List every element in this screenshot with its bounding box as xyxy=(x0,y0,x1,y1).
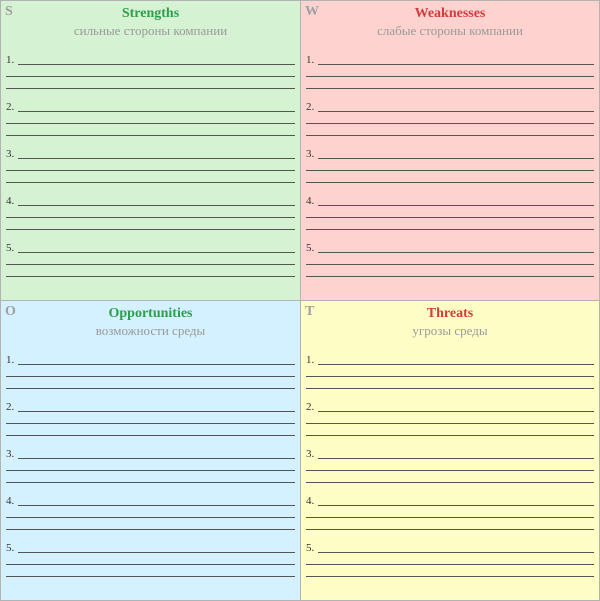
writing-line[interactable] xyxy=(6,388,295,389)
item-number: 1. xyxy=(6,354,15,366)
list-item[interactable] xyxy=(306,195,594,241)
writing-line[interactable] xyxy=(306,564,594,565)
quadrant-letter: O xyxy=(5,304,16,319)
writing-line[interactable] xyxy=(306,76,594,77)
quadrant-subtitle: слабые стороны компании xyxy=(377,23,523,38)
writing-line[interactable] xyxy=(18,364,295,365)
quadrant-weaknesses xyxy=(300,0,600,301)
list-item[interactable] xyxy=(306,101,594,147)
list-item[interactable] xyxy=(6,495,295,541)
writing-line[interactable] xyxy=(6,182,295,183)
quadrant-title: Strengths xyxy=(121,6,180,21)
writing-line[interactable] xyxy=(318,111,594,112)
writing-line[interactable] xyxy=(306,470,594,471)
list-item[interactable] xyxy=(6,101,295,147)
writing-line[interactable] xyxy=(6,264,295,265)
writing-line[interactable] xyxy=(6,376,295,377)
quadrant-title: Threats xyxy=(426,306,474,321)
writing-line[interactable] xyxy=(6,564,295,565)
item-number: 1. xyxy=(306,354,315,366)
writing-line[interactable] xyxy=(306,529,594,530)
item-number: 4. xyxy=(306,495,315,507)
item-number: 5. xyxy=(6,242,15,254)
writing-line[interactable] xyxy=(318,364,594,365)
writing-line[interactable] xyxy=(6,88,295,89)
writing-line[interactable] xyxy=(306,123,594,124)
writing-line[interactable] xyxy=(18,64,295,65)
list-item[interactable] xyxy=(306,354,594,400)
list-item[interactable] xyxy=(6,354,295,400)
quadrant-subtitle: угрозы среды xyxy=(412,323,488,338)
writing-line[interactable] xyxy=(306,388,594,389)
writing-line[interactable] xyxy=(318,64,594,65)
writing-line[interactable] xyxy=(306,264,594,265)
writing-line[interactable] xyxy=(18,111,295,112)
item-number: 2. xyxy=(6,401,15,413)
writing-line[interactable] xyxy=(6,517,295,518)
writing-line[interactable] xyxy=(318,458,594,459)
writing-line[interactable] xyxy=(318,505,594,506)
item-number: 3. xyxy=(306,148,315,160)
item-number: 1. xyxy=(6,54,15,66)
writing-line[interactable] xyxy=(18,158,295,159)
writing-line[interactable] xyxy=(6,170,295,171)
writing-line[interactable] xyxy=(18,252,295,253)
writing-line[interactable] xyxy=(18,505,295,506)
list-item[interactable] xyxy=(6,195,295,241)
item-number: 4. xyxy=(6,495,15,507)
list-item[interactable] xyxy=(6,148,295,194)
writing-line[interactable] xyxy=(6,482,295,483)
writing-line[interactable] xyxy=(306,135,594,136)
item-number: 5. xyxy=(6,542,15,554)
quadrant-letter: S xyxy=(5,4,13,19)
list-item[interactable] xyxy=(306,495,594,541)
writing-line[interactable] xyxy=(6,229,295,230)
writing-line[interactable] xyxy=(6,435,295,436)
quadrant-title: Weaknesses xyxy=(414,6,486,21)
writing-line[interactable] xyxy=(6,576,295,577)
item-number: 3. xyxy=(306,448,315,460)
writing-line[interactable] xyxy=(306,435,594,436)
list-item[interactable] xyxy=(306,148,594,194)
item-number: 4. xyxy=(6,195,15,207)
list-item[interactable] xyxy=(306,448,594,494)
writing-line[interactable] xyxy=(318,252,594,253)
writing-line[interactable] xyxy=(6,217,295,218)
list-item[interactable] xyxy=(6,401,295,447)
item-number: 2. xyxy=(306,401,315,413)
writing-line[interactable] xyxy=(306,182,594,183)
writing-line[interactable] xyxy=(306,376,594,377)
item-number: 3. xyxy=(6,448,15,460)
quadrant-opportunities xyxy=(0,300,301,601)
writing-line[interactable] xyxy=(6,529,295,530)
quadrant-letter: W xyxy=(305,4,319,19)
quadrant-strengths xyxy=(0,0,301,301)
item-number: 3. xyxy=(6,148,15,160)
quadrant-title: Opportunities xyxy=(108,306,193,321)
writing-line[interactable] xyxy=(318,552,594,553)
item-number: 4. xyxy=(306,195,315,207)
writing-line[interactable] xyxy=(306,276,594,277)
writing-line[interactable] xyxy=(18,552,295,553)
writing-line[interactable] xyxy=(306,482,594,483)
writing-line[interactable] xyxy=(306,170,594,171)
quadrant-subtitle: сильные стороны компании xyxy=(73,23,228,38)
writing-line[interactable] xyxy=(6,470,295,471)
list-item[interactable] xyxy=(6,242,295,288)
writing-line[interactable] xyxy=(6,76,295,77)
item-number: 2. xyxy=(306,101,315,113)
writing-line[interactable] xyxy=(6,276,295,277)
quadrant-threats xyxy=(300,300,600,601)
writing-line[interactable] xyxy=(18,458,295,459)
item-number: 2. xyxy=(6,101,15,113)
writing-line[interactable] xyxy=(6,123,295,124)
writing-line[interactable] xyxy=(318,411,594,412)
list-item[interactable] xyxy=(306,401,594,447)
item-number: 5. xyxy=(306,242,315,254)
writing-line[interactable] xyxy=(6,423,295,424)
list-item[interactable] xyxy=(306,542,594,588)
list-item[interactable] xyxy=(6,448,295,494)
writing-line[interactable] xyxy=(306,423,594,424)
writing-line[interactable] xyxy=(306,88,594,89)
item-number: 1. xyxy=(306,54,315,66)
writing-line[interactable] xyxy=(306,229,594,230)
list-item[interactable] xyxy=(306,242,594,288)
writing-line[interactable] xyxy=(6,135,295,136)
writing-line[interactable] xyxy=(18,205,295,206)
item-number: 5. xyxy=(306,542,315,554)
writing-line[interactable] xyxy=(18,411,295,412)
quadrant-subtitle: возможности среды xyxy=(95,323,206,338)
list-item[interactable] xyxy=(6,54,295,100)
quadrant-letter: T xyxy=(305,304,315,319)
list-item[interactable] xyxy=(306,54,594,100)
writing-line[interactable] xyxy=(306,517,594,518)
writing-line[interactable] xyxy=(318,158,594,159)
writing-line[interactable] xyxy=(306,576,594,577)
list-item[interactable] xyxy=(6,542,295,588)
writing-line[interactable] xyxy=(306,217,594,218)
writing-line[interactable] xyxy=(318,205,594,206)
